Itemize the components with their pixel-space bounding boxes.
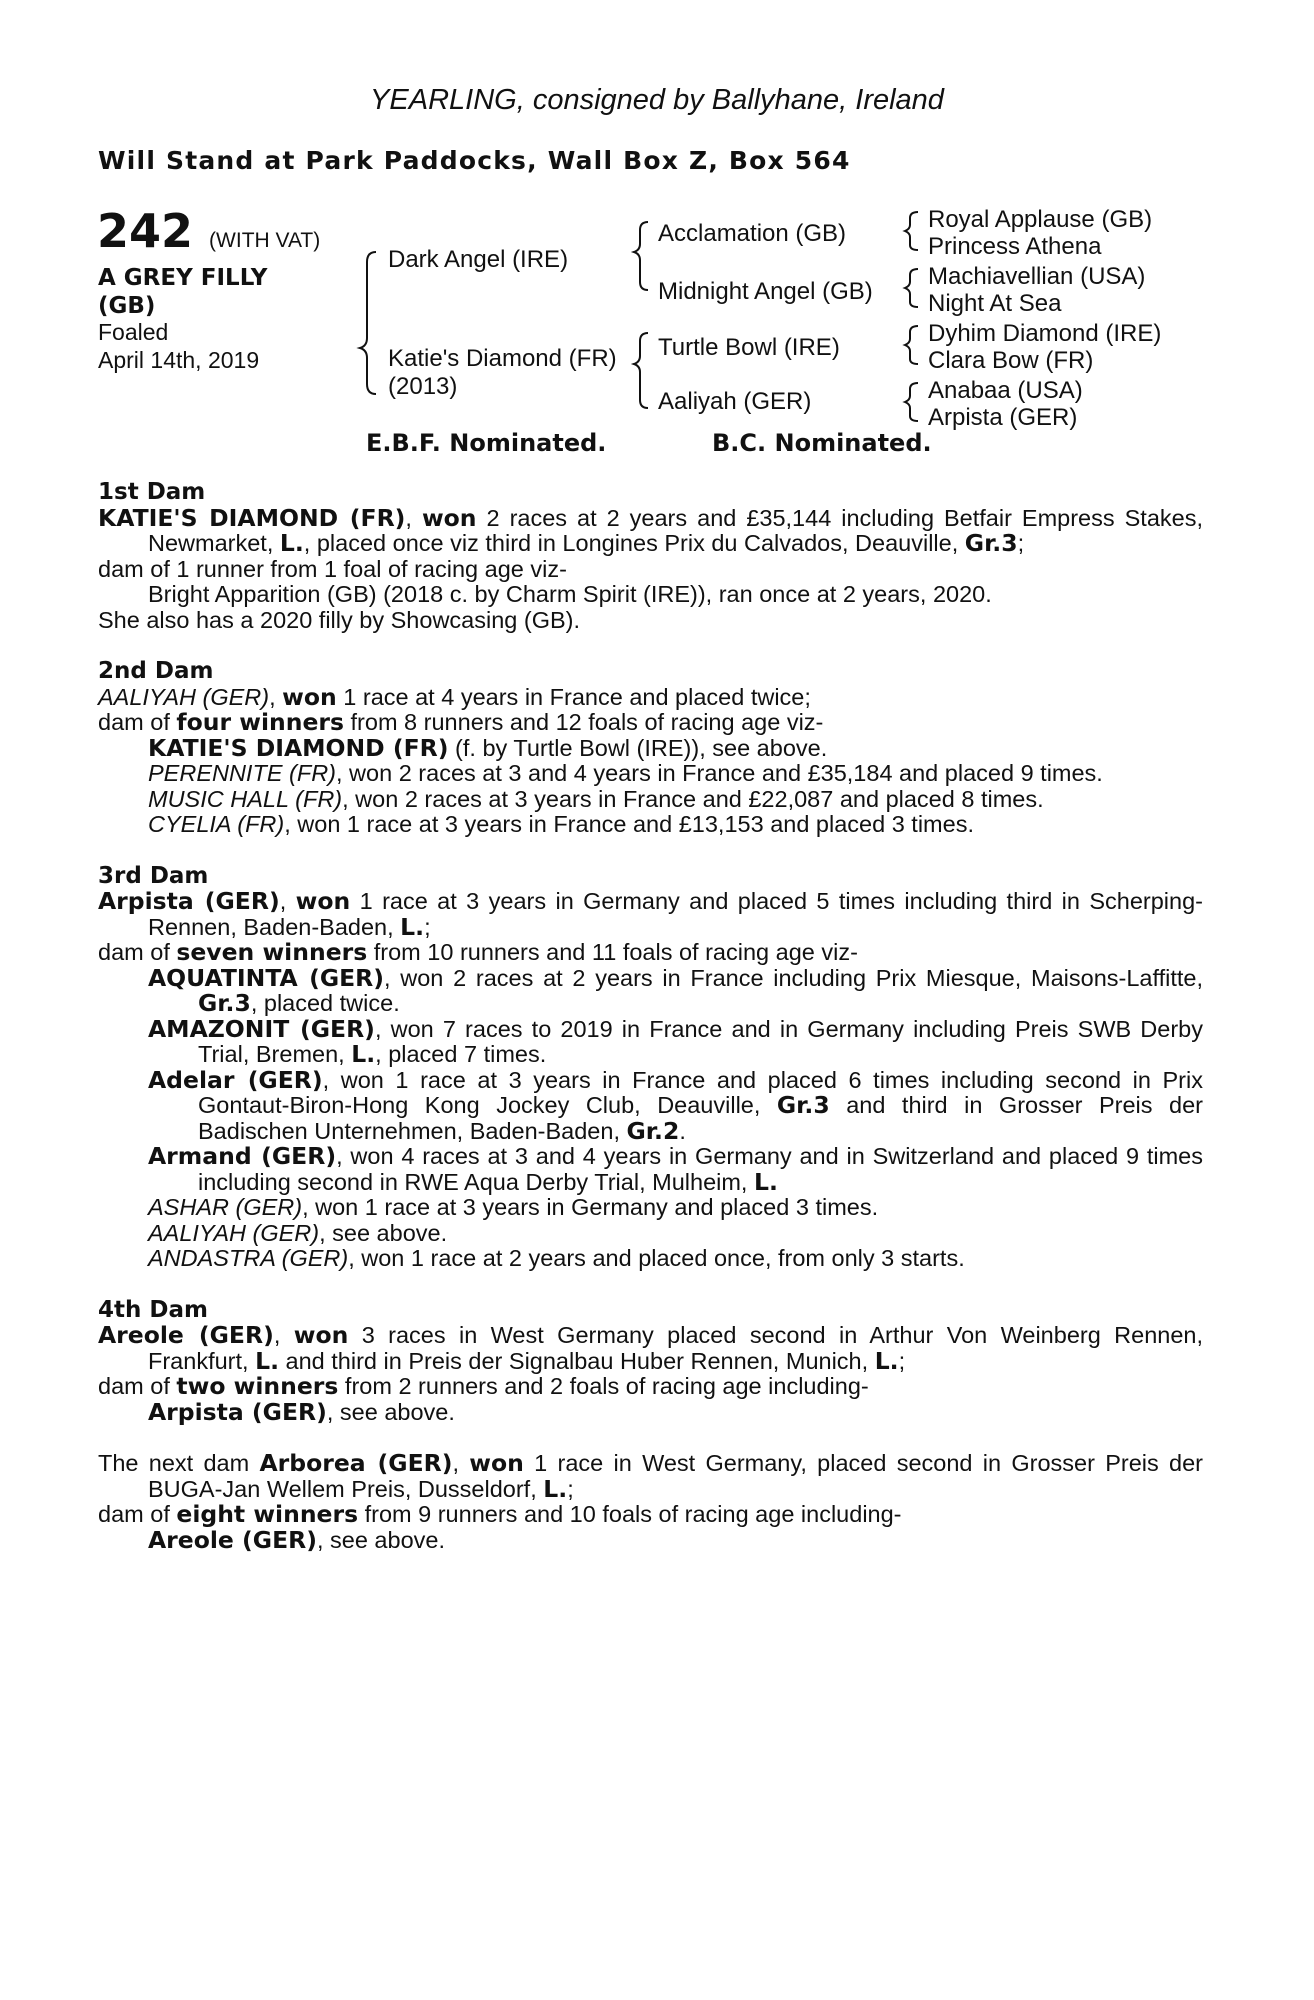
dam-sire: Turtle Bowl (IRE) bbox=[658, 334, 840, 361]
fourth-dam-title: 4th Dam bbox=[98, 1296, 208, 1323]
ancestor-2: Princess Athena bbox=[928, 233, 1102, 260]
bc-nominated: B.C. Nominated. bbox=[712, 429, 932, 457]
sale-title: YEARLING, consigned by Ballyhane, Ireland bbox=[370, 84, 944, 116]
fourth-dam-section bbox=[98, 1298, 1203, 1426]
list-item: KATIE'S DIAMOND (FR) (f. by Turtle Bowl (IRE)), see above. bbox=[148, 733, 828, 762]
ebf-nominated: E.B.F. Nominated. bbox=[366, 429, 607, 457]
list-item: AALIYAH (GER), see above. bbox=[148, 1219, 448, 1246]
foaled-date: April 14th, 2019 bbox=[98, 347, 260, 373]
second-dam-produce: dam of four winners from 8 runners and 12 foals of racing age viz- bbox=[98, 708, 824, 736]
first-dam-foal: Bright Apparition (GB) (2018 c. by Charm Spirit (IRE)), ran once at 2 years, 2020. bbox=[148, 581, 992, 607]
ancestor-4: Night At Sea bbox=[928, 290, 1062, 317]
first-dam-summary: KATIE'S DIAMOND (FR), won 2 races at 2 years and £35,144 including Betfair Empress Stakes, Newmarket, L., placed once viz third in Longines Prix du Calvados, Deauville, Gr.3; bbox=[98, 503, 1203, 557]
list-item: AQUATINTA (GER), won 2 races at 2 years in France including Prix Miesque, Maisons-Laffitte, Gr.3, placed twice. bbox=[148, 963, 1203, 1017]
dam-dam: Aaliyah (GER) bbox=[658, 388, 812, 415]
third-dam-title: 3rd Dam bbox=[98, 862, 209, 889]
second-dam-title: 2nd Dam bbox=[98, 658, 214, 684]
ancestor-6: Clara Bow (FR) bbox=[928, 347, 1094, 374]
pedigree-brackets bbox=[0, 0, 1314, 470]
ancestor-5: Dyhim Diamond (IRE) bbox=[928, 320, 1162, 347]
ancestor-3: Machiavellian (USA) bbox=[928, 263, 1146, 290]
first-dam-section bbox=[98, 480, 1203, 633]
list-item: AMAZONIT (GER), won 7 races to 2019 in France and in Germany including Preis SWB Derby Trial, Bremen, L., placed 7 times. bbox=[148, 1014, 1203, 1068]
second-dam-summary: AALIYAH (GER), won 1 race at 4 years in France and placed twice; bbox=[98, 682, 811, 711]
dam-year: (2013) bbox=[388, 373, 458, 400]
list-item: Adelar (GER), won 1 race at 3 years in France and placed 6 times including second in Prix Gontaut-Biron-Hong Kong Jockey Club, Deauville, Gr.3 and third in Grosser Preis der Badischen Unternehmen, Baden-Baden, Gr.2. bbox=[148, 1065, 1203, 1145]
fourth-dam-summary: Areole (GER), won 3 races in West Germany placed second in Arthur Von Weinberg Rennen, Frankfurt, L. and third in Preis der Signalbau Huber Rennen, Munich, L.; bbox=[98, 1321, 1204, 1375]
fifth-dam-summary: The next dam Arborea (GER), won 1 race in West Germany, placed second in Grosser Preis der BUGA-Jan Wellem Preis, Dusseldorf, L.; bbox=[98, 1449, 1203, 1503]
ancestor-7: Anabaa (USA) bbox=[928, 377, 1083, 404]
sire-sire: Acclamation (GB) bbox=[658, 220, 847, 247]
third-dam-section bbox=[98, 864, 1203, 1272]
vat-label: (WITH VAT) bbox=[209, 229, 321, 252]
ancestor-8: Arpista (GER) bbox=[928, 404, 1078, 431]
lot-description: A GREY FILLY (GB) bbox=[98, 265, 268, 319]
second-dam-section bbox=[98, 659, 1203, 838]
foaled-label: Foaled bbox=[98, 319, 169, 345]
list-item: ASHAR (GER), won 1 race at 3 years in Germany and placed 3 times. bbox=[148, 1194, 879, 1220]
list-item: PERENNITE (FR), won 2 races at 3 and 4 years in France and £35,184 and placed 9 times. bbox=[148, 760, 1103, 786]
pedigree-table bbox=[0, 0, 1314, 470]
first-dam-produce: dam of 1 runner from 1 foal of racing age viz- bbox=[98, 555, 567, 582]
fifth-dam-produce: dam of eight winners from 9 runners and 10 foals of racing age including- bbox=[98, 1500, 902, 1528]
third-dam-summary: Arpista (GER), won 1 race at 3 years in Germany and placed 5 times including third in Scherping-Rennen, Baden-Baden, L.; bbox=[98, 887, 1203, 941]
list-item: Arpista (GER), see above. bbox=[148, 1397, 455, 1426]
third-dam-produce: dam of seven winners from 10 runners and 11 foals of racing age viz- bbox=[98, 938, 858, 966]
fourth-dam-produce: dam of two winners from 2 runners and 2 foals of racing age including- bbox=[98, 1372, 869, 1400]
sire-dam: Midnight Angel (GB) bbox=[658, 278, 873, 305]
sire-name: Dark Angel (IRE) bbox=[388, 246, 569, 273]
dam-lines bbox=[98, 480, 1203, 1553]
list-item: Areole (GER), see above. bbox=[148, 1525, 445, 1554]
stand-location: Will Stand at Park Paddocks, Wall Box Z, Box 564 bbox=[98, 146, 851, 175]
first-dam-note: She also has a 2020 filly by Showcasing (GB). bbox=[98, 606, 581, 633]
fifth-dam-section bbox=[98, 1451, 1203, 1553]
lot-number: 242 bbox=[97, 204, 194, 258]
list-item: Armand (GER), won 4 races at 3 and 4 years in Germany and in Switzerland and placed 9 times including second in RWE Aqua Derby Trial, Mulheim, L. bbox=[148, 1142, 1203, 1196]
ancestor-1: Royal Applause (GB) bbox=[928, 206, 1153, 233]
list-item: ANDASTRA (GER), won 1 race at 2 years and placed once, from only 3 starts. bbox=[148, 1245, 965, 1271]
list-item: CYELIA (FR), won 1 race at 3 years in France and £13,153 and placed 3 times. bbox=[148, 811, 974, 837]
first-dam-title: 1st Dam bbox=[98, 479, 206, 505]
dam-name: Katie's Diamond (FR) bbox=[388, 345, 617, 372]
list-item: MUSIC HALL (FR), won 2 races at 3 years in France and £22,087 and placed 8 times. bbox=[148, 785, 1044, 812]
